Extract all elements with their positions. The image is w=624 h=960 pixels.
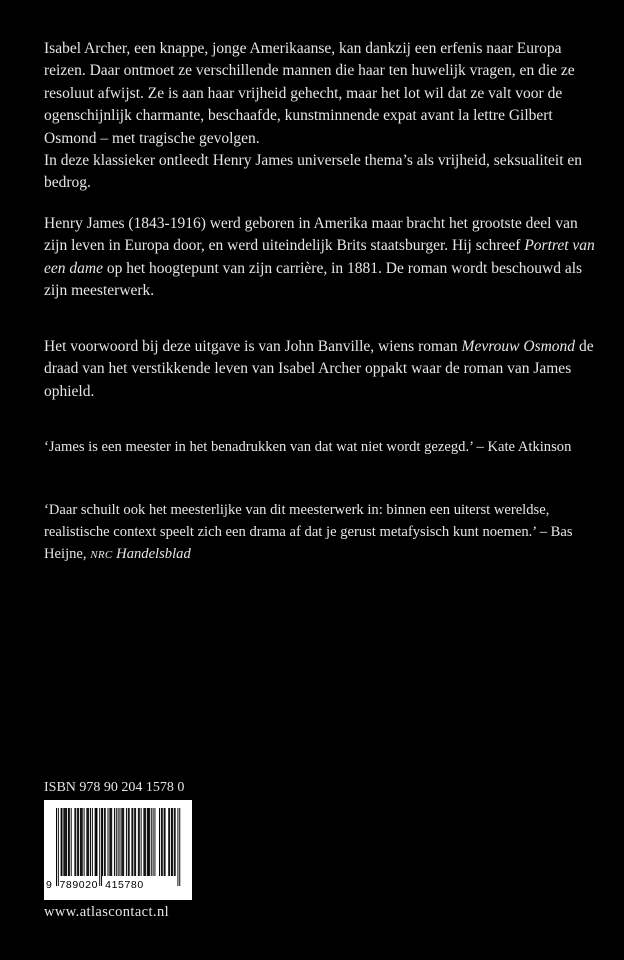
barcode-bar: [165, 808, 166, 876]
barcode-bar: [172, 808, 173, 876]
author-bio-text-b: op het hoogtepunt van zijn carrière, in 1881. De roman wordt beschouwd als zijn meesterwerk.: [44, 259, 583, 300]
quote-text-2-body: ‘Daar schuilt ook het meesterlijke van dit meesterwerk in: binnen een uiterst wereldse, realistische context speelt zich een drama af dat je gerust metafysisch kunt noemen.’ – Bas Heijne,: [44, 502, 573, 562]
barcode-bar: [132, 808, 133, 876]
barcode-bar: [90, 808, 91, 876]
isbn-number: ISBN 978 90 204 1578 0: [44, 780, 185, 795]
barcode-bar: [162, 808, 163, 876]
barcode-bar: [118, 808, 119, 876]
quote-text-2: [44, 499, 604, 566]
barcode-bar: [86, 808, 87, 876]
quote-source-small-caps: NRC: [90, 549, 113, 561]
barcode-bar: [62, 808, 63, 876]
barcode-bar: [138, 808, 139, 876]
barcode-bar: [175, 808, 176, 876]
barcode-bar: [99, 808, 100, 886]
barcode-bar: [122, 808, 123, 876]
barcode-bar: [123, 808, 124, 876]
barcode-bar: [121, 808, 122, 876]
author-bio-text-a: Henry James (1843-1916) werd geboren in Amerika maar bracht het grootste deel van zijn leven in Europa door, en werd uiteindelijk Brits staatsburger. Hij schreef: [44, 215, 578, 255]
foreword-text-b: de draad van het verstikkende leven van Isabel Archer oppakt waar de roman van James ophield.: [44, 338, 594, 400]
blurb-text-1: Isabel Archer, een knappe, jonge Amerikaanse, kan dankzij een erfenis naar Europa reizen. Daar ontmoet ze verschillende mannen die haar ten huwelijk vragen, en die ze resoluut afwijst. Ze is aan haar vrijheid gehecht, maar het lot wil dat ze valt voor de ogenschijnlijk charmante, beschaafde, kunstminnende expat avant la lettre Gilbert Osmond – met tragische gevolgen.: [44, 40, 575, 147]
barcode-bar: [139, 808, 140, 876]
barcode-bar: [104, 808, 105, 876]
blurb-paragraph-3: [44, 336, 604, 403]
barcode-bar: [96, 808, 97, 876]
barcode-bar: [179, 808, 180, 886]
barcode-bar: [69, 808, 70, 876]
barcode-bar: [109, 808, 110, 876]
barcode-bar: [147, 808, 148, 876]
barcode: [44, 800, 192, 900]
barcode-bar: [135, 808, 136, 876]
barcode-bar: [68, 808, 69, 876]
barcode-bar: [171, 808, 172, 876]
barcode-bar: [96, 808, 97, 876]
barcode-bar: [102, 808, 103, 876]
review-quote-1: [44, 436, 604, 458]
barcode-bar: [144, 808, 145, 876]
barcode-bar: [153, 808, 154, 876]
barcode-bar: [88, 808, 89, 876]
barcode-bar: [116, 808, 117, 876]
barcode-bar: [75, 808, 76, 876]
barcode-bar: [64, 808, 65, 876]
barcode-bar: [149, 808, 150, 876]
barcode-bar: [126, 808, 127, 876]
quote-source: Handelsblad: [112, 546, 191, 562]
author-bio: [44, 213, 604, 303]
barcode-bar: [119, 808, 120, 876]
barcode-bar: [169, 808, 170, 876]
barcode-bar: [81, 808, 82, 876]
barcode-bar: [71, 808, 72, 876]
related-book-title: Mevrouw Osmond: [461, 338, 576, 355]
quote-text-1: ‘James is een meester in het benadrukken van dat wat niet wordt gezegd.’ – Kate Atkinson: [44, 439, 572, 455]
barcode-digits: 9 789020 415780: [46, 879, 144, 891]
barcode-bar: [92, 808, 93, 876]
barcode-bar: [74, 808, 75, 876]
barcode-bar: [80, 808, 81, 876]
barcode-bar: [87, 808, 88, 876]
barcode-bar: [101, 808, 102, 886]
barcode-bar: [128, 808, 129, 876]
barcode-bar: [174, 808, 175, 876]
barcode-bar: [61, 808, 62, 876]
barcode-bar: [58, 808, 59, 886]
barcode-bar: [84, 808, 85, 876]
review-quote-2: [44, 499, 604, 566]
barcode-bar: [134, 808, 135, 876]
foreword-note: [44, 336, 604, 403]
barcode-bar: [114, 808, 115, 876]
barcode-bar: [141, 808, 142, 876]
barcode-bar: [161, 808, 162, 876]
foreword-text-a: Het voorwoord bij deze uitgave is van John Banville, wiens roman: [44, 338, 462, 355]
barcode-bar: [105, 808, 106, 876]
publisher-website: www.atlascontact.nl: [44, 904, 170, 920]
barcode-bar: [154, 808, 155, 876]
barcode-bar: [164, 808, 165, 876]
barcode-bar: [110, 808, 111, 876]
barcode-bar: [168, 808, 169, 876]
barcode-bar: [143, 808, 144, 876]
barcode-bar: [56, 808, 57, 886]
barcode-bar: [131, 808, 132, 876]
barcode-bar: [65, 808, 66, 876]
barcode-bar: [77, 808, 78, 876]
barcode-bar: [111, 808, 112, 876]
barcode-bar: [82, 808, 83, 876]
book-title: Portret van een dame: [44, 237, 595, 277]
blurb-paragraph-1: [44, 38, 604, 195]
barcode-bar: [66, 808, 67, 876]
barcode-bar: [145, 808, 146, 876]
barcode-bar: [95, 808, 96, 876]
barcode-bar: [151, 808, 152, 876]
barcode-bar: [78, 808, 79, 876]
barcode-bar: [148, 808, 149, 876]
blurb-text-1b: In deze klassieker ontleedt Henry James universele thema’s als vrijheid, seksualiteit en bedrog.: [44, 152, 583, 192]
barcode-bar: [108, 808, 109, 876]
barcode-bar: [177, 808, 178, 886]
blurb-paragraph-2: [44, 213, 604, 303]
barcode-bar: [63, 808, 64, 876]
barcode-bar: [159, 808, 160, 876]
barcode-bar: [129, 808, 130, 876]
